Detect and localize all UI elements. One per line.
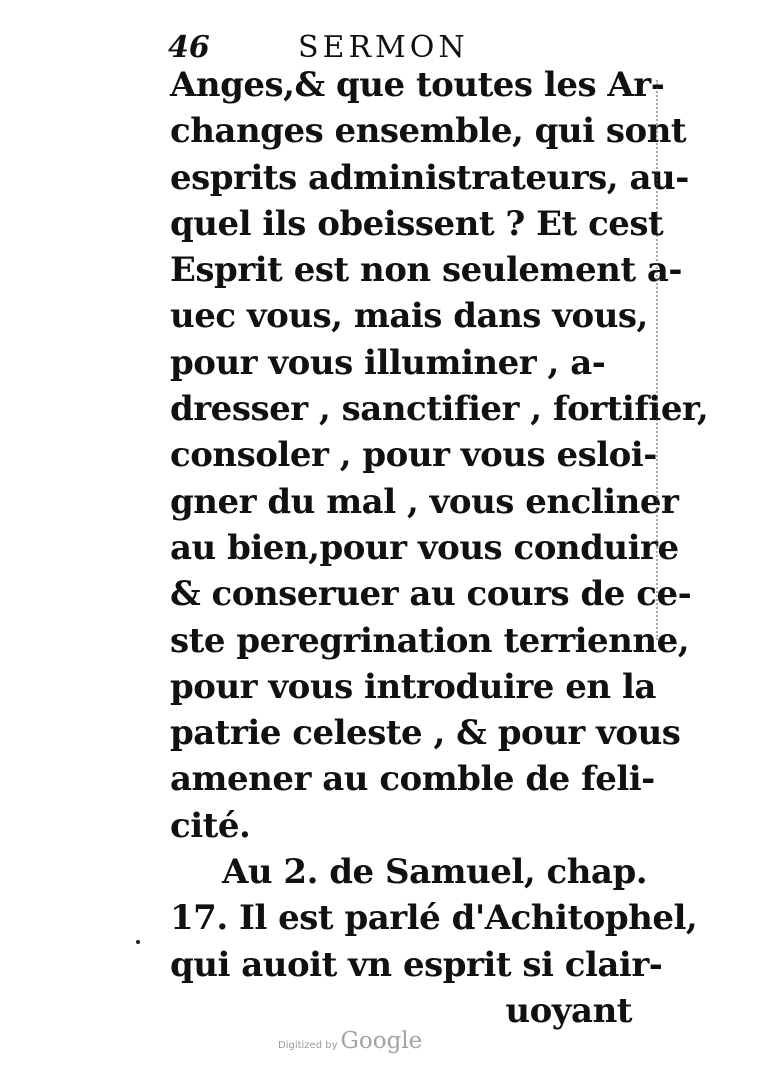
text-line: Anges,& que toutes les Ar-: [170, 65, 665, 105]
text-line: ste peregrination terrienne,: [170, 620, 690, 661]
text-line: amener au comble de feli-: [170, 759, 655, 800]
page-number: 46: [168, 30, 210, 65]
text-line: quel ils obeissent ? Et cest: [170, 203, 664, 244]
digitized-by-watermark: [278, 1028, 422, 1054]
text-line: esprits administrateurs, au-: [170, 157, 689, 198]
body-text: [170, 62, 709, 1034]
scan-margin-noise: [646, 80, 658, 640]
text-line: patrie celeste , & pour vous: [170, 713, 681, 754]
text-line: consoler , pour vous esloi-: [170, 435, 657, 476]
text-line: dresser , sanctifier , fortifier,: [170, 389, 709, 430]
text-line: changes ensemble, qui sont: [170, 111, 687, 152]
google-logo: Google: [340, 1028, 423, 1054]
text-line: cité.: [170, 805, 251, 846]
text-line: pour vous illuminer , a-: [170, 342, 606, 383]
text-line: Esprit est non seulement a-: [170, 250, 683, 291]
running-head: SERMON: [298, 30, 469, 65]
text-line: gner du mal , vous encliner: [170, 481, 679, 522]
catchword: uoyant: [505, 990, 632, 1031]
text-line: pour vous introduire en la: [170, 666, 656, 707]
digitized-by-label: Digitized by: [278, 1040, 338, 1051]
text-line: 17. Il est parlé d'Achitophel,: [170, 898, 698, 939]
paragraph-start-line: Au 2. de Samuel, chap.: [222, 852, 648, 893]
text-line: au bien,pour vous conduire: [170, 527, 679, 568]
text-line: & conseruer au cours de ce-: [170, 574, 692, 615]
text-line: uec vous, mais dans vous,: [170, 296, 648, 337]
text-line: qui auoit vn esprit si clair-: [170, 944, 663, 985]
scan-speck: [136, 940, 140, 944]
